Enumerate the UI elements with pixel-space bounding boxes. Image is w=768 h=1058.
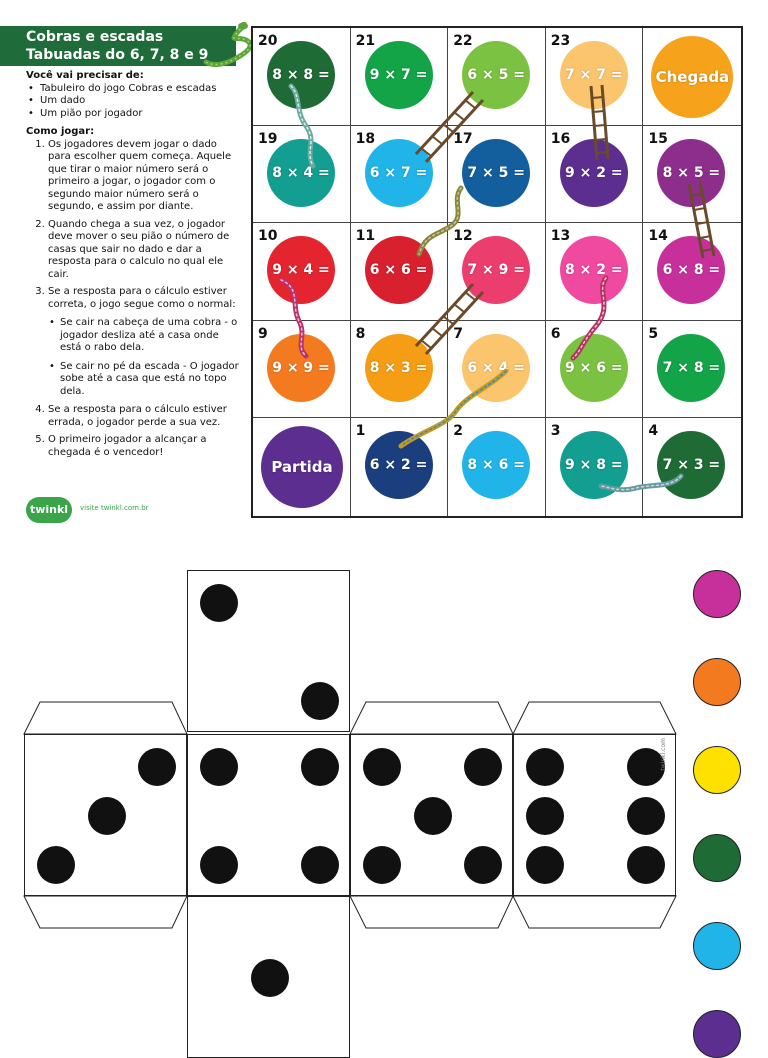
die-pip bbox=[464, 846, 502, 884]
die-face-one bbox=[187, 896, 350, 1058]
cell-equation: 9 × 2 = bbox=[560, 139, 628, 207]
player-counter bbox=[693, 834, 741, 882]
cell-number: 3 bbox=[550, 423, 561, 440]
cell-equation: 9 × 7 = bbox=[365, 41, 433, 109]
cell-number: 21 bbox=[355, 33, 376, 49]
die-pip bbox=[200, 584, 238, 622]
cell-equation: 8 × 4 = bbox=[267, 139, 335, 207]
player-counter bbox=[693, 922, 741, 970]
cell-number: 19 bbox=[258, 130, 278, 147]
cell-equation: 6 × 6 = bbox=[365, 236, 433, 304]
die-pip bbox=[301, 682, 339, 720]
need-heading: Você vai precisar de: bbox=[26, 70, 144, 81]
list-item: • Um pião por jogador bbox=[40, 108, 242, 121]
cell-number: 15 bbox=[648, 130, 668, 147]
die-face-six bbox=[513, 734, 676, 896]
player-counter bbox=[693, 570, 741, 618]
die-pip bbox=[37, 846, 75, 884]
game-board bbox=[251, 26, 743, 518]
cell-special-label: Chegada bbox=[651, 36, 733, 118]
step-item bbox=[48, 434, 242, 459]
cell-number: 20 bbox=[258, 33, 278, 49]
cell-equation: 9 × 6 = bbox=[560, 334, 628, 402]
cell-number: 17 bbox=[453, 130, 473, 147]
side-credit: twinkl.com bbox=[660, 738, 667, 771]
die-pip bbox=[138, 748, 176, 786]
page-subtitle: Tabuadas do 6, 7, 8 e 9 bbox=[26, 47, 209, 63]
die-pip bbox=[363, 748, 401, 786]
board-cell bbox=[448, 321, 546, 419]
die-pip bbox=[526, 748, 564, 786]
die-pip bbox=[251, 959, 289, 997]
player-counter bbox=[693, 746, 741, 794]
die-pip bbox=[414, 797, 452, 835]
step-text: Quando chega a sua vez, o jogador deve mover o seu pião o número de casas que sair no dado e dar a resposta para o calculo no qual ele cair. bbox=[48, 218, 230, 280]
cell-equation: 8 × 3 = bbox=[365, 334, 433, 402]
board-cell bbox=[643, 126, 741, 224]
dice-net bbox=[0, 560, 690, 1024]
cell-number: 6 bbox=[550, 325, 561, 342]
board-cell bbox=[253, 418, 351, 516]
die-face-two bbox=[187, 570, 350, 732]
cell-number: 22 bbox=[453, 33, 473, 49]
cell-equation: 8 × 6 = bbox=[462, 431, 530, 499]
cell-number: 4 bbox=[648, 423, 659, 440]
cell-number: 18 bbox=[355, 130, 376, 147]
cell-equation: 9 × 4 = bbox=[267, 236, 335, 304]
cell-number: 8 bbox=[355, 325, 366, 342]
board-cell bbox=[643, 28, 741, 126]
cell-equation: 9 × 8 = bbox=[560, 431, 628, 499]
cell-equation: 7 × 5 = bbox=[462, 139, 530, 207]
board-cell bbox=[253, 126, 351, 224]
cell-special-label: Partida bbox=[261, 426, 343, 508]
board-cell bbox=[546, 321, 644, 419]
board-cell bbox=[448, 418, 546, 516]
cell-equation: 7 × 7 = bbox=[560, 41, 628, 109]
step-text: Se a resposta para o cálculo estiver errada, o jogador perde a sua vez. bbox=[48, 404, 227, 428]
snake-icon bbox=[200, 22, 258, 70]
step-text: O primeiro jogador a alcançar a chegada é o vencedor! bbox=[48, 434, 207, 458]
board-cell bbox=[351, 418, 449, 516]
sub-step-item: • Se cair na cabeça de uma cobra - o jogador desliza até a casa onde está o rabo dela. bbox=[60, 317, 242, 355]
cell-number: 7 bbox=[453, 325, 463, 342]
die-pip bbox=[526, 846, 564, 884]
player-counter bbox=[693, 658, 741, 706]
board-cell bbox=[546, 126, 644, 224]
howto-heading: Como jogar: bbox=[26, 126, 95, 137]
cell-equation: 8 × 5 = bbox=[657, 139, 725, 207]
twinkl-logo: twinkl bbox=[26, 497, 72, 523]
board-cell bbox=[546, 223, 644, 321]
cell-number: 13 bbox=[550, 228, 571, 245]
board-cell bbox=[351, 223, 449, 321]
step-item bbox=[48, 404, 242, 429]
cell-equation: 6 × 4 = bbox=[462, 334, 530, 402]
die-pip bbox=[88, 797, 126, 835]
cell-equation: 7 × 8 = bbox=[657, 334, 725, 402]
die-pip bbox=[301, 748, 339, 786]
materials-list bbox=[26, 83, 242, 121]
board-cell bbox=[351, 126, 449, 224]
board-cell bbox=[351, 321, 449, 419]
die-pip bbox=[526, 797, 564, 835]
cell-number: 2 bbox=[453, 423, 463, 440]
board-cell bbox=[253, 321, 351, 419]
die-pip bbox=[363, 846, 401, 884]
board-cell bbox=[448, 126, 546, 224]
board-cell bbox=[546, 28, 644, 126]
cell-equation: 7 × 3 = bbox=[657, 431, 725, 499]
visit-link[interactable]: visite twinkl.com.br bbox=[80, 504, 149, 512]
cell-number: 11 bbox=[355, 228, 376, 245]
cell-number: 9 bbox=[258, 325, 268, 342]
cell-equation: 6 × 5 = bbox=[462, 41, 530, 109]
cell-number: 12 bbox=[453, 228, 473, 245]
board-cell bbox=[253, 223, 351, 321]
steps-list bbox=[26, 139, 242, 460]
cell-equation: 8 × 2 = bbox=[560, 236, 628, 304]
board-cell bbox=[448, 28, 546, 126]
die-face-five bbox=[350, 734, 513, 896]
cell-number: 16 bbox=[550, 130, 571, 147]
cell-equation: 8 × 8 = bbox=[267, 41, 335, 109]
step-text: Os jogadores devem jogar o dado para escolher quem começa. Aquele que tirar o maior número será o primeiro a jogar, o jogador com o segundo maior número será o segundo, e assim por diante. bbox=[48, 138, 232, 212]
step-text: Se a resposta para o cálculo estiver correta, o jogo segue como o normal: bbox=[48, 286, 236, 310]
die-pip bbox=[627, 846, 665, 884]
cell-number: 1 bbox=[355, 423, 366, 440]
instructions bbox=[26, 70, 242, 464]
cell-number: 10 bbox=[258, 228, 278, 245]
die-pip bbox=[200, 748, 238, 786]
cell-equation: 6 × 8 = bbox=[657, 236, 725, 304]
cell-equation: 7 × 9 = bbox=[462, 236, 530, 304]
die-pip bbox=[200, 846, 238, 884]
board-cell bbox=[351, 28, 449, 126]
cell-equation: 6 × 2 = bbox=[365, 431, 433, 499]
page-title: Cobras e escadas bbox=[26, 29, 164, 45]
sub-steps bbox=[48, 317, 242, 398]
board-cell bbox=[253, 28, 351, 126]
player-counter bbox=[693, 1010, 741, 1058]
die-pip bbox=[464, 748, 502, 786]
cell-number: 23 bbox=[550, 33, 571, 49]
board-cell bbox=[643, 223, 741, 321]
cell-equation: 6 × 7 = bbox=[365, 139, 433, 207]
step-item bbox=[48, 286, 242, 398]
step-item bbox=[48, 139, 242, 214]
board-cell bbox=[643, 418, 741, 516]
die-pip bbox=[301, 846, 339, 884]
list-item: • Um dado bbox=[40, 95, 242, 108]
cell-number: 14 bbox=[648, 228, 668, 245]
board-cell bbox=[546, 418, 644, 516]
board-cell bbox=[448, 223, 546, 321]
sub-step-item: • Se cair no pé da escada - O jogador sobe até a casa que está no topo dela. bbox=[60, 361, 242, 399]
step-item bbox=[48, 219, 242, 282]
die-face-three bbox=[24, 734, 187, 896]
board-cell bbox=[643, 321, 741, 419]
die-face-four bbox=[187, 734, 350, 896]
die-pip bbox=[627, 797, 665, 835]
list-item: • Tabuleiro do jogo Cobras e escadas bbox=[40, 83, 242, 96]
cell-number: 5 bbox=[648, 325, 659, 342]
cell-equation: 9 × 9 = bbox=[267, 334, 335, 402]
